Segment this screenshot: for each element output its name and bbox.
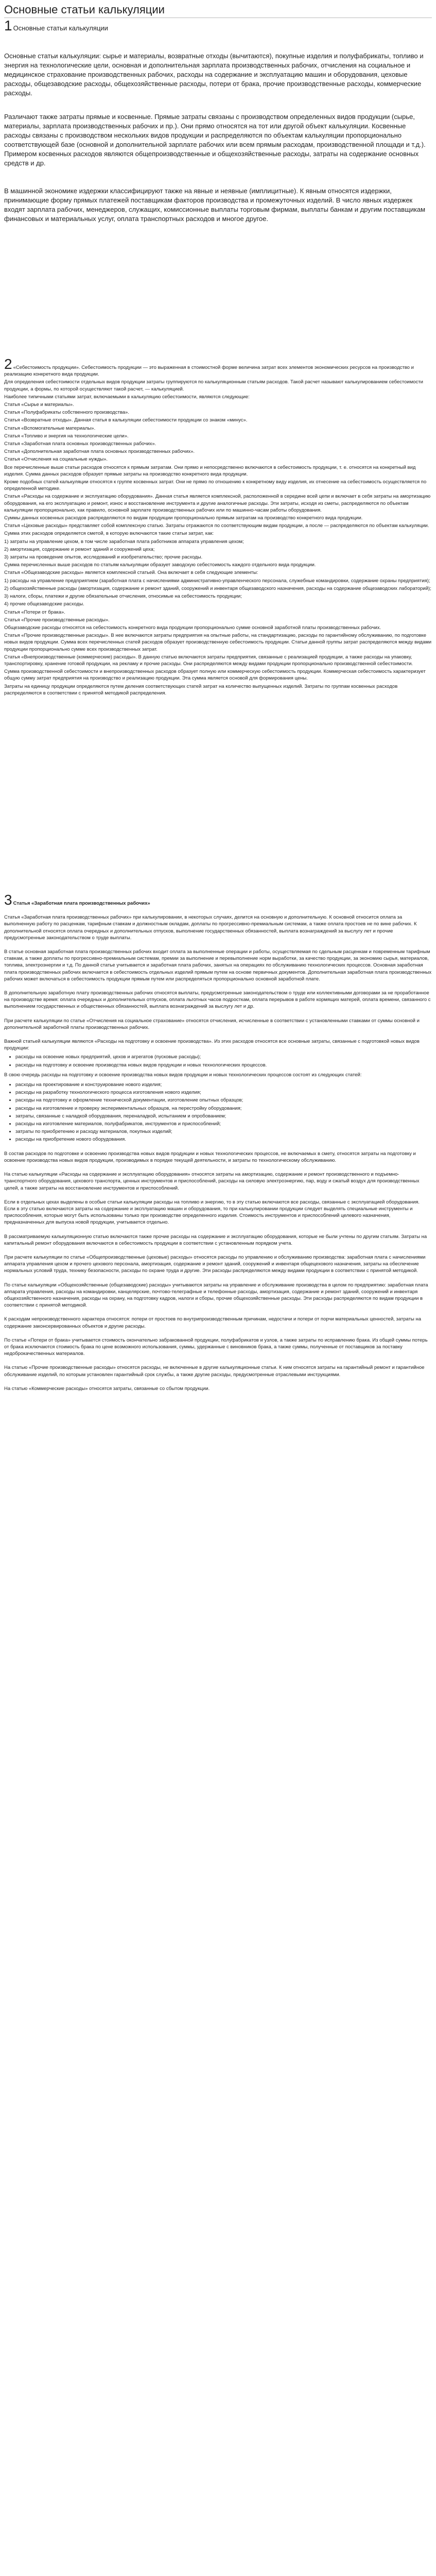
- text-line: Статья «Топливо и энергия на технологические цели».: [4, 433, 129, 439]
- paragraph: По статье калькуляции «Общехозяйственные (общезаводские) расходы» учитываются затраты на управление и обслуживание производства в целом по предприятию: заработная плата аппарата управления, расходы на командировки, канцелярские, почтово-телеграфные и телефонные расходы, амортизация, содержание и ремонт зданий, сооружений и инвентаря общехозяйственного назначения, расходы на охрану, на подготовку кадров, налоги и сборы, прочие общехозяйственные расходы. Эти расходы распределяются по видам продукции в соответствии с принятой методикой.: [4, 1282, 428, 1309]
- section-2-lines: [4, 379, 432, 697]
- paragraph: Если в отдельных цехах выделены в особые статьи калькуляции расходы на топливо и энергию, то в эту статью включаются все расходы, связанные с эксплуатацией оборудования. Если в эту статью включаются затраты на содержание и эксплуатацию машин и оборудования, то при калькулировании продукции следует выделять специальные инструменты и приспособления, которые могут быть использованы только при производстве определенного изделия. Стоимость инструментов и приспособлений целевого назначения, предназначенных для выпуска новой продукции, учитывается отдельно.: [4, 1199, 420, 1226]
- text-line: 3) налоги, сборы, платежи и другие обязательные отчисления, относимые на себестоимость продукции;: [4, 594, 242, 600]
- paragraph: На статью «Коммерческие расходы» относятся затраты, связанные со сбытом продукции.: [4, 1385, 210, 1392]
- paragraph: Основные статьи калькуляции: сырье и материалы, возвратные отходы (вычитаются), покупные изделия и полуфабрикаты, топливо и энергия на технологические цели, основная и дополнительная зарплата производственных рабочих, отчисления на социальное и медицинское страхование производственных рабочих, расходы на содержание и эксплуатацию машин и оборудования, цеховые расходы, общезаводские расходы, общехозяйственные расходы, потери от брака, прочие производственные расходы, коммерческие расходы.: [4, 52, 424, 97]
- text-line: Статья «Отчисления на социальные нужды».: [4, 456, 108, 463]
- section-3-blocks: [4, 914, 432, 1052]
- text-line: 2) общехозяйственные расходы (амортизация, содержание и ремонт зданий, сооружений и инвентаря общезаводского назначения, расходы на содержание общезаводских лабораторий);: [4, 585, 431, 591]
- section-3-tail: [4, 1150, 432, 1392]
- section-3: [4, 892, 432, 1392]
- text-line: Статья «Вспомогательные материалы».: [4, 425, 96, 431]
- section-heading: Статья «Заработная плата производственных рабочих»: [13, 901, 150, 906]
- text-line: Статья «Возвратные отходы». Данная статья в калькуляции себестоимости продукции со знаком «минус».: [4, 417, 248, 423]
- text-line: Общезаводские расходы относятся на себестоимость конкретного вида продукции пропорционально сумме основной заработной платы производственных рабочих.: [4, 624, 381, 631]
- text-line: Для определения себестоимости отдельных видов продукции затраты группируются по калькуляционным статьям расходов. Такой расчет называют калькулированием себестоимости продукции, а формы, по которой осуществляют такой расчет, — калькуляцией.: [4, 379, 423, 392]
- text-line: Сумма этих расходов определяется сметой, в которую включаются такие статьи затрат, как:: [4, 531, 214, 537]
- text-line: 4) прочие общезаводские расходы.: [4, 601, 84, 607]
- text-line: Статья «Внепроизводственные (коммерческие) расходы». В данную статью включаются затраты предприятия, связанные с реализацией продукции, а также расходы на упаковку, транспортировку, хранение готовой продукции, на рекламу и прочие расходы. Они распределяются между видами продукции пропорционально производственной себестоимости.: [4, 654, 413, 667]
- paragraph: В статье основная заработная плата производственных рабочих входит оплата за выполненные операции и работы, осуществляемая по сдельным расценкам и повременным тарифным ставкам, а также доплаты по прогрессивно-премиальным системам, премии за выполнение и перевыполнение норм выработки, за качество продукции, за экономию сырья, материалов, топлива, электроэнергии и т.д. По данной статье учитывается и заработная плата рабочих, занятых на операциях по обслуживанию технологических процессов. Основная заработная плата производственных рабочих включается в себестоимость отдельных изделий прямым путем на основе первичных документов. Дополнительная заработная плата производственных рабочих может включаться в себестоимость продукции прямым путем или распределяться пропорционально основной заработной плате.: [4, 949, 432, 982]
- text-line: Статья «Потери от брака».: [4, 609, 65, 615]
- text-line: Затраты на единицу продукции определяются путем деления соответствующих статей затрат на количество выпущенных изделий. Затраты по группам косвенных расходов распределяются в соответствии с принятой методикой распределения.: [4, 683, 398, 696]
- paragraph: В свою очередь расходы на подготовку и освоение производства новых видов продукции и новых технологических процессов состоят из следующих статей:: [4, 1072, 362, 1078]
- paragraph: При расчете калькуляции по статье «Общепроизводственные (цеховые) расходы» относятся расходы по управлению и обслуживанию производства: заработная плата с начислениями аппарата управления цехом и прочего цехового персонала, амортизация, содержание и ремонт зданий, сооружений и инвентаря общецехового назначения, затраты на обеспечение нормальных условий труда, технику безопасности, расходы по охране труда и другие. Эти расходы распределяются между видами продукции в соответствии с принятой методикой.: [4, 1254, 426, 1274]
- list-item: • расходы на изготовление и проверку экспериментальных образцов, на перестройку оборудования;: [15, 1105, 432, 1112]
- text-line: Статья «Цеховые расходы» представляет собой комплексную статью. Затраты отражаются по соответствующим видам продукции, а после — распределяются по объектам калькуляции.: [4, 523, 429, 529]
- list-item: • расходы на проектирование и конструирование нового изделия;: [15, 1081, 432, 1088]
- list-item: • затраты, связанные с наладкой оборудования, переналадкой, испытанием и опробованием;: [15, 1113, 432, 1120]
- paragraph: На статью калькуляции «Расходы на содержание и эксплуатацию оборудования» относятся затраты на амортизацию, содержание и ремонт производственного и подъемно-транспортного оборудования, цехового транспорта, ценных инструментов и приспособлений, расходы на силовую электроэнергию, пар, воду и сжатый воздух для производственных целей, а также затраты на восстановление инструментов и приспособлений.: [4, 1172, 420, 1191]
- text-line: Суммы данных косвенных расходов распределяются по видам продукции пропорционально прямым затратам на производство конкретного вида продукции.: [4, 515, 363, 521]
- paragraph: Статья «Заработная плата производственных рабочих» при калькулировании, в некоторых случаях, делится на основную и дополнительную. К основной относится оплата за выполненную работу по расценкам, тарифным ставкам и должностным окладам, доплаты по прогрессивно-премиальным системам, а также оплата простоев не по вине рабочих. К дополнительной относятся оплата очередных и дополнительных отпусков, выполнение государственных обязанностей, выплата вознаграждений за выслугу лет и прочие предусмотренные законодательством о труде выплаты.: [4, 914, 417, 941]
- paragraph: Различают также затраты прямые и косвенные. Прямые затраты связаны с производством определенных видов продукции (сырье, материалы, зарплата производственных рабочих и пр.). Они прямо относятся на тот или другой объект калькуляции. Косвенные расходы связаны с производством нескольких видов продукции и распределяются по объектам калькуляции пропорционально соответствующей базе (основной и дополнительной зарплате рабочих или всем прямым расходам, производственной площади и т.д.). Примером косвенных расходов являются общепроизводственные и общехозяйственные расходы, затраты на содержание основных средств и др.: [4, 113, 426, 167]
- paragraph: К расходам непроизводственного характера относятся: потери от простоев по внутрипроизводственным причинам, недостачи и потери от порчи материальных ценностей, затраты на содержание законсервированных объектов и другие расходы.: [4, 1316, 422, 1329]
- list-item: • затраты по приобретению и расходу материалов, покупных изделий;: [15, 1128, 432, 1135]
- list-item: • расходы на подготовку и оформление технической документации, изготовление опытных образцов;: [15, 1097, 432, 1104]
- section-number: 2: [4, 356, 12, 372]
- paragraph: В рассматриваемую калькуляционную статью включаются также прочие расходы на содержание и эксплуатацию оборудования, которые не были учтены по другим статьям. Затраты на капитальный ремонт оборудования включаются в себестоимость продукции в соответствии с установленным порядком учета.: [4, 1233, 427, 1246]
- text-line: Все перечисленные выше статьи расходов относятся к прямым затратам. Они прямо и непосредственно включаются в себестоимость продукции, т. е. относятся на конкретный вид изделия. Сумма данных расходов образует прямые затраты на производство конкретного вида продукции.: [4, 464, 416, 477]
- text-line: Статья «Сырье и материалы».: [4, 402, 74, 408]
- list-item: • расходы на изготовление материалов, полуфабрикатов, инструментов и приспособлений;: [15, 1121, 432, 1127]
- text-line: Статья «Заработная плата основных производственных рабочих».: [4, 441, 156, 447]
- paragraph: При расчете калькуляции по статье «Отчисления на социальное страхование» относятся отчисления, исчисленные в соответствии с установленными ставками от суммы основной и дополнительной заработной платы производственных рабочих.: [4, 1018, 420, 1030]
- paragraph: На статью «Прочие производственные расходы» относятся расходы, не включенные в другие калькуляционные статьи. К ним относятся затраты на гарантийный ремонт и гарантийное обслуживание изделий, по которым установлен гарантийный срок службы, а также другие расходы, предусмотренные отраслевыми инструкциями.: [4, 1365, 425, 1378]
- paragraph: В состав расходов по подготовке и освоению производства новых видов продукции и новых технологических процессов, не включаемых в смету, относятся затраты на подготовку и освоение производства новых видов продукции, производимых в порядке текущей деятельности, и затраты по технологическому обслуживанию.: [4, 1150, 416, 1163]
- list-item: • расходы на подготовку и освоение производства новых видов продукции и новых технологических процессов.: [15, 1062, 432, 1069]
- list-item: • расходы на освоение новых предприятий, цехов и агрегатов (пусковые расходы);: [15, 1054, 432, 1060]
- section-2: [4, 356, 432, 697]
- section-number: 3: [4, 892, 12, 908]
- expense-list: [15, 1081, 432, 1143]
- section-heading: Основные статьи калькуляции: [13, 24, 108, 32]
- text-line: 1) расходы на управление предприятием (заработная плата с начислениями административно-управленческого персонала, служебные командировки, содержание охраны предприятия);: [4, 578, 430, 584]
- text-line: Статья «Расходы на содержание и эксплуатацию оборудования». Данная статья является комплексной, расположенной в середине всей цепи и включает в себя затраты на амортизацию оборудования, на его эксплуатацию и ремонт, износ и восстановление инструмента и другие аналогичные расходы. Эти затраты, исходя из сметы, распределяются по объектам калькуляции пропорционально, как правило, основной зарплате производственных рабочих или по машинно-часам работы оборудования.: [4, 494, 431, 513]
- page-title: Основные статьи калькуляции: [4, 3, 165, 16]
- text-line: Сумма производственной себестоимости и внепроизводственных расходов образует полную или коммерческую себестоимость продукции. Коммерческая себестоимость характеризует общую сумму затрат предприятия на производство и реализацию продукции. Эта сумма является основой для формирования цены.: [4, 669, 426, 682]
- list-item: • расходы на разработку технологического процесса изготовления нового изделия;: [15, 1089, 432, 1096]
- text-line: Статья «Прочие производственные расходы».: [4, 617, 110, 623]
- list-item: • расходы на приобретение нового оборудования.: [15, 1136, 432, 1143]
- section-heading: «Себестоимость продукции». Себестоимость продукции — это выраженная в стоимостной форме величина затрат всех элементов экономических ресурсов на производство и реализацию конкретного вида продукции.: [4, 365, 414, 378]
- paragraph: По статье «Потери от брака» учитывается стоимость окончательно забракованной продукции, полуфабрикатов и узлов, а также затраты по исправлению брака. Из общей суммы потерь от брака исключаются стоимость брака по цене возможного использования, суммы, удержанные с виновников брака, а также суммы, полученные от поставщиков за поставку недоброкачественных материалов.: [4, 1337, 428, 1357]
- text-line: Кроме подобных статей калькуляции относятся к группе косвенных затрат. Они не прямо по отношению к конкретному виду изделия, их отнесение на себестоимость осуществляется по определенной методике.: [4, 479, 427, 492]
- section-number: 1: [4, 18, 12, 33]
- text-line: Статья «Дополнительная заработная плата основных производственных рабочих».: [4, 449, 195, 455]
- expense-list: [15, 1054, 432, 1068]
- text-line: Сумма перечисленных выше расходов по статьям калькуляции образует заводскую себестоимость каждого отдельного вида продукции.: [4, 562, 316, 568]
- paragraph: В дополнительную заработную плату производственных рабочих относятся выплаты, предусмотренные законодательством о труде или коллективными договорами за не проработанное на производстве время: оплата очередных и дополнительных отпусков, оплата льготных часов подросткам, оплата перерывов в работе кормящих матерей, оплата времени, связанного с выполнением государственных и общественных обязанностей, выплата вознаграждений за выслугу лет и др.: [4, 990, 431, 1010]
- text-line: Статья «Прочие производственные расходы». В нее включаются затраты предприятия на опытные работы, на стандартизацию, расходы по гарантийному обслуживанию, по подготовке новых видов продукции. Сумма всех перечисленных статей расходов образует производственную себестоимость продукции. Статьи данной группы затрат распределяются между видами продукции пропорционально сумме всех производственных затрат.: [4, 633, 432, 652]
- paragraph: Важной статьей калькуляции являются «Расходы на подготовку и освоение производства». Из этих расходов относятся все основные затраты, связанные с подготовкой новых видов продукции:: [4, 1039, 420, 1052]
- text-line: Статья «Полуфабрикаты собственного производства».: [4, 410, 129, 416]
- text-line: 1) затраты на управление цехом, в том числе заработная плата работников аппарата управления цехом;: [4, 538, 244, 545]
- text-line: Статья «Общезаводские расходы» является комплексной статьей. Она включает в себя следующие элементы:: [4, 570, 258, 576]
- paragraph: В машинной экономике издержки классифицируют также на явные и неявные (имплицитные). К явным относятся издержки, принимающие форму прямых платежей поставщикам факторов производства и промежуточных изделий. В число явных издержек входят зарплата рабочих, менеджеров, служащих, комиссионные выплаты торговым фирмам, выплаты банкам и другим поставщикам финансовых и материальных услуг, оплата транспортных расходов и многое другое.: [4, 187, 426, 223]
- text-line: 3) затраты на проведение опытов, исследований и изобретательство; прочие расходы.: [4, 554, 203, 561]
- section-1: [4, 18, 432, 34]
- text-line: Наиболее типичными статьями затрат, включаемыми в калькуляцию себестоимости, являются следующие:: [4, 394, 250, 400]
- text-line: 2) амортизация, содержание и ремонт зданий и сооружений цеха;: [4, 546, 155, 552]
